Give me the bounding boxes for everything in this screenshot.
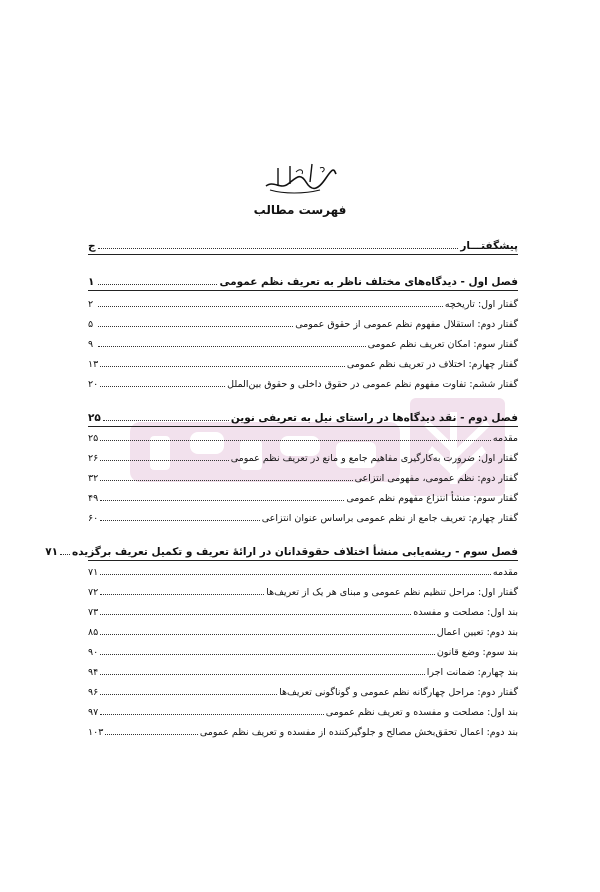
toc-row[interactable] xyxy=(88,448,518,464)
leader-dots xyxy=(100,460,229,461)
toc-entry-title: گفتار اول: ضرورت به‌کارگیری مفاهیم جامع و مانع در تعریف نظم عمومی xyxy=(230,453,518,464)
leader-dots xyxy=(100,500,344,501)
leader-dots xyxy=(100,694,277,695)
toc-row[interactable] xyxy=(88,294,518,310)
toc-page-number: ۱ xyxy=(88,276,95,288)
leader-dots xyxy=(100,674,425,675)
leader-dots xyxy=(100,654,435,655)
chapter-title: فصل اول - دیدگاه‌های مختلف ناظر به تعریف نظم عمومی xyxy=(219,276,518,288)
leader-dots xyxy=(98,326,293,327)
toc-entry-title: مقدمه xyxy=(492,567,518,578)
divider xyxy=(88,426,518,427)
divider xyxy=(88,290,518,291)
toc-row[interactable] xyxy=(88,642,518,658)
toc-entry-title: گفتار سوم: منشأ انتزاع مفهوم نظم عمومی xyxy=(346,493,518,504)
leader-dots xyxy=(98,306,443,307)
toc-entry-title: گفتار دوم: مراحل چهارگانه نظم عمومی و گوناگونی تعریف‌ها xyxy=(279,687,518,698)
toc-entry-title: گفتار اول: مراحل تنظیم نظم عمومی و مبنای هر یک از تعریف‌ها xyxy=(266,587,518,598)
leader-dots xyxy=(98,346,366,347)
toc-page-number: ۴۹ xyxy=(88,493,99,504)
toc-entry-title: گفتار سوم: امکان تعریف نظم عمومی xyxy=(367,339,518,350)
leader-dots xyxy=(98,248,458,249)
toc-page-number: ۹۷ xyxy=(88,707,99,718)
toc-row[interactable] xyxy=(88,682,518,698)
toc-page-number: ۲۵ xyxy=(88,412,101,424)
toc-row[interactable] xyxy=(88,702,518,718)
toc-page-number: ۲۶ xyxy=(88,453,99,464)
toc-page-number: ۷۳ xyxy=(88,607,99,618)
toc-row[interactable] xyxy=(88,354,518,370)
toc-row[interactable] xyxy=(88,428,518,444)
toc-row[interactable] xyxy=(88,334,518,350)
toc-page-number: ۷۱ xyxy=(88,567,99,578)
toc-entry-title: بند سوم: وضع قانون xyxy=(436,647,518,658)
toc-row[interactable] xyxy=(88,488,518,504)
toc-entry-title: گفتار اول: تاریخچه xyxy=(444,299,518,310)
toc-page-number: ۱۰۳ xyxy=(88,727,104,738)
toc-entry-title: گفتار چهارم: تعریف جامع از نظم عمومی براساس عنوان انتزاعی xyxy=(261,513,518,524)
toc-page-number: ۷۲ xyxy=(88,587,99,598)
toc-row[interactable] xyxy=(88,662,518,678)
leader-dots xyxy=(100,574,491,575)
divider xyxy=(88,560,518,561)
toc-entry-title: بند اول: مصلحت و مفسده xyxy=(413,607,518,618)
leader-dots xyxy=(100,386,225,387)
toc-row[interactable] xyxy=(88,314,518,330)
toc-row-chapter-1[interactable] xyxy=(88,272,518,288)
toc-page-number: ۹ xyxy=(88,339,94,350)
toc-entry-title: گفتار ششم: تفاوت مفهوم نظم عمومی در حقوق داخلی و حقوق بین‌الملل xyxy=(227,379,518,390)
toc-page-number: ۲۰ xyxy=(88,379,99,390)
toc-page-number: ۲۵ xyxy=(88,433,99,444)
leader-dots xyxy=(100,634,435,635)
leader-dots xyxy=(100,614,411,615)
toc-row-preface[interactable] xyxy=(88,236,518,252)
chapter-title: فصل سوم - ریشه‌یابی منشأ اختلاف حقوقدانان در ارائهٔ تعریف و تکمیل تعریف برگزیده xyxy=(72,546,518,558)
toc-entry-title: بند دوم: اعمال تحقق‌بخش مصالح و جلوگیرکننده از مفسده و تعریف نظم عمومی xyxy=(199,727,518,738)
toc-row[interactable] xyxy=(88,722,518,738)
toc-entry-title: گفتار دوم: نظم عمومی، مفهومی انتزاعی xyxy=(354,473,518,484)
toc-page-number: ج xyxy=(88,240,96,252)
toc-entry-title: گفتار دوم: استقلال مفهوم نظم عمومی از حقوق عمومی xyxy=(295,319,518,330)
toc-page-number: ۷۱ xyxy=(45,546,59,558)
toc-row[interactable] xyxy=(88,374,518,390)
toc-entry-title: پیشگفتـــار xyxy=(460,240,518,252)
toc-page-number: ۸۵ xyxy=(88,627,99,638)
toc-entry-title: بند اول: مصلحت و مفسده و تعریف نظم عمومی xyxy=(325,707,518,718)
toc-entry-title: بند چهارم: ضمانت اجرا xyxy=(426,667,518,678)
toc-row[interactable] xyxy=(88,582,518,598)
leader-dots xyxy=(98,284,217,285)
chapter-title: فصل دوم - نقد دیدگاه‌ها در راستای نیل به تعریفی نوین xyxy=(230,412,518,424)
leader-dots xyxy=(105,734,198,735)
toc-title: فهرست مطالب xyxy=(253,203,347,217)
toc-page-number: ۹۴ xyxy=(88,667,99,678)
bismillah-calligraphy xyxy=(260,160,340,196)
toc-entry-title: مقدمه xyxy=(492,433,518,444)
divider xyxy=(88,254,518,255)
leader-dots xyxy=(103,420,229,421)
toc-page-number: ۱۳ xyxy=(88,359,99,370)
toc-row-chapter-3[interactable] xyxy=(45,542,518,558)
toc-page-number: ۹۰ xyxy=(88,647,99,658)
leader-dots xyxy=(100,480,352,481)
toc-row-chapter-2[interactable] xyxy=(88,408,518,424)
toc-page-number: ۹۶ xyxy=(88,687,99,698)
toc-row[interactable] xyxy=(88,602,518,618)
leader-dots xyxy=(100,714,324,715)
leader-dots xyxy=(60,554,70,555)
toc-row[interactable] xyxy=(88,622,518,638)
toc-page-number: ۵ xyxy=(88,319,94,330)
toc-page-number: ۲ xyxy=(88,299,94,310)
toc-row[interactable] xyxy=(88,468,518,484)
toc-page-number: ۶۰ xyxy=(88,513,99,524)
toc-row[interactable] xyxy=(88,508,518,524)
toc-entry-title: گفتار چهارم: اختلاف در تعریف نظم عمومی xyxy=(346,359,518,370)
toc-entry-title: بند دوم: تعیین اعمال xyxy=(436,627,518,638)
toc-page-number: ۳۲ xyxy=(88,473,99,484)
toc-row[interactable] xyxy=(88,562,518,578)
leader-dots xyxy=(100,594,264,595)
leader-dots xyxy=(100,440,491,441)
leader-dots xyxy=(100,520,260,521)
leader-dots xyxy=(100,366,345,367)
